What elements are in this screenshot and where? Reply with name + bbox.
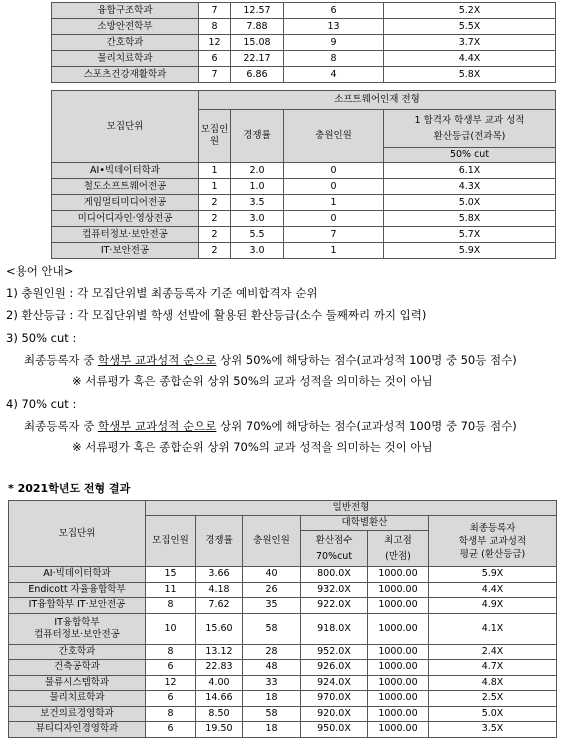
cell-recruit: 8 (199, 19, 231, 35)
cell-grade: 5.9X (429, 567, 557, 583)
cell-max: 1000.00 (368, 644, 429, 660)
cell-score: 920.0X (301, 706, 368, 722)
cell-grade: 5.9X (384, 243, 556, 259)
cell-recruit: 2 (199, 227, 231, 243)
table-row (9, 582, 557, 598)
header-track: 일반전형 (146, 501, 557, 516)
table-software-track (51, 90, 556, 259)
note-3-head: 3) 50% cut : (6, 331, 77, 345)
cell-grade: 4.4X (384, 51, 556, 67)
cell-recruit: 6 (146, 660, 196, 676)
cell-grade: 5.7X (384, 227, 556, 243)
cell-competition: 1.0 (231, 179, 284, 195)
header-recruit: 모집인원 (146, 516, 196, 567)
cell-competition: 7.88 (231, 19, 284, 35)
cell-waitlist: 7 (284, 227, 384, 243)
header-grade-line1: 1 합격자 학생부 교과 성적 (414, 114, 525, 126)
cell-grade: 6.1X (384, 163, 556, 179)
cell-competition: 3.66 (196, 567, 243, 583)
note-1: 1) 충원인원 : 각 모집단위별 최종등록자 기준 예비합격자 순위 (6, 286, 318, 300)
table-row (9, 706, 557, 722)
cell-recruit: 15 (146, 567, 196, 583)
cell-score: 922.0X (301, 598, 368, 614)
cell-competition: 14.66 (196, 691, 243, 707)
cell-score: 800.0X (301, 567, 368, 583)
header-max (368, 531, 429, 567)
note-4-underline: 학생부 교과성적 순으로 (97, 419, 217, 433)
note-4-sub: ※ 서류평가 혹은 종합순위 상위 70%의 교과 성적을 의미하는 것이 아님 (72, 440, 433, 454)
table-row (52, 51, 556, 67)
cell-waitlist: 33 (243, 675, 301, 691)
header-waitlist: 충원인원 (243, 516, 301, 567)
cell-waitlist: 13 (284, 19, 384, 35)
cell-recruit: 6 (146, 691, 196, 707)
cell-grade: 4.8X (429, 675, 557, 691)
note-2: 2) 환산등급 : 각 모집단위별 학생 선발에 활용된 환산등급(소수 둘째짜리 까지 입력) (6, 308, 427, 322)
cell-waitlist: 28 (243, 644, 301, 660)
cell-max: 1000.00 (368, 675, 429, 691)
cell-competition: 2.0 (231, 163, 284, 179)
cell-unit: 물류시스템학과 (9, 675, 146, 691)
cell-unit: 간호학과 (52, 35, 199, 51)
cell-recruit: 2 (199, 243, 231, 259)
header-max-line1: 최고점 (384, 534, 412, 546)
cell-competition: 13.12 (196, 644, 243, 660)
cell-grade: 2.5X (429, 691, 557, 707)
cell-score: 970.0X (301, 691, 368, 707)
cell-unit: 융합구조학과 (52, 3, 199, 19)
cell-score: 952.0X (301, 644, 368, 660)
cell-recruit: 7 (199, 3, 231, 19)
table-row (9, 598, 557, 614)
header-competition: 경쟁률 (196, 516, 243, 567)
cell-recruit: 6 (199, 51, 231, 67)
cell-recruit: 7 (199, 67, 231, 83)
cell-competition: 19.50 (196, 722, 243, 738)
cell-grade: 5.5X (384, 19, 556, 35)
cell-waitlist: 1 (284, 195, 384, 211)
header-final-line2: 학생부 교과성적 (458, 535, 527, 547)
cell-waitlist: 48 (243, 660, 301, 676)
note-4-head: 4) 70% cut : (6, 397, 77, 411)
cell-competition: 5.5 (231, 227, 284, 243)
cell-recruit: 2 (199, 195, 231, 211)
header-unit: 모집단위 (9, 501, 146, 567)
cell-waitlist: 8 (284, 51, 384, 67)
cell-waitlist: 0 (284, 179, 384, 195)
cell-grade: 5.8X (384, 67, 556, 83)
table-row (9, 567, 557, 583)
table-row (9, 613, 557, 644)
cell-unit: 컴퓨터정보·보안전공 (52, 227, 199, 243)
cell-unit: AI•빅데이터학과 (52, 163, 199, 179)
header-unit: 모집단위 (52, 91, 199, 163)
cell-competition: 15.60 (196, 613, 243, 644)
header-recruit: 모집인원 (199, 110, 231, 163)
table-row (52, 195, 556, 211)
cell-waitlist: 1 (284, 243, 384, 259)
cell-competition: 4.18 (196, 582, 243, 598)
cell-unit: 건축공학과 (9, 660, 146, 676)
table-2021-results (8, 500, 557, 738)
table-2022-continued (51, 2, 556, 83)
cell-score: 950.0X (301, 722, 368, 738)
note-3-body: 최종등록자 중 학생부 교과성적 순으로 상위 50%에 해당하는 점수(교과성적 100명 중 50등 점수) (24, 353, 517, 367)
cell-waitlist: 18 (243, 722, 301, 738)
cell-waitlist: 18 (243, 691, 301, 707)
cell-unit: 미디어디자인·영상전공 (52, 211, 199, 227)
header-competition: 경쟁률 (231, 110, 284, 163)
cell-competition: 3.0 (231, 211, 284, 227)
cell-waitlist: 6 (284, 3, 384, 19)
cell-grade: 4.1X (429, 613, 557, 644)
table-row (52, 227, 556, 243)
cell-waitlist: 26 (243, 582, 301, 598)
cell-competition: 4.00 (196, 675, 243, 691)
cell-unit: 간호학과 (9, 644, 146, 660)
cell-unit: 물리치료학과 (52, 51, 199, 67)
cell-max: 1000.00 (368, 567, 429, 583)
cell-max: 1000.00 (368, 598, 429, 614)
cell-waitlist: 4 (284, 67, 384, 83)
header-final-grade (429, 516, 557, 567)
cell-grade: 3.5X (429, 722, 557, 738)
header-score-line2: 70%cut (315, 550, 353, 562)
cell-recruit: 1 (199, 163, 231, 179)
cell-max: 1000.00 (368, 722, 429, 738)
notes-title: <용어 안내> (6, 264, 74, 278)
cell-recruit: 12 (199, 35, 231, 51)
cell-waitlist: 9 (284, 35, 384, 51)
note-3-sub: ※ 서류평가 혹은 종합순위 상위 50%의 교과 성적을 의미하는 것이 아님 (72, 374, 433, 388)
cell-competition: 7.62 (196, 598, 243, 614)
cell-competition: 6.86 (231, 67, 284, 83)
table-row (9, 660, 557, 676)
cell-unit: 소방안전학부 (52, 19, 199, 35)
table-row (52, 35, 556, 51)
header-grade (384, 110, 556, 148)
cell-score: 926.0X (301, 660, 368, 676)
table-row (52, 243, 556, 259)
cell-recruit: 11 (146, 582, 196, 598)
header-max-line2: (만점) (385, 550, 411, 562)
cell-grade: 5.0X (384, 195, 556, 211)
cell-recruit: 8 (146, 598, 196, 614)
cell-grade: 3.7X (384, 35, 556, 51)
cell-unit: IT융합학부 컴퓨터정보·보안전공 (9, 613, 146, 644)
cell-unit: 뷰티디자인경영학과 (9, 722, 146, 738)
cell-competition: 22.83 (196, 660, 243, 676)
cell-grade: 2.4X (429, 644, 557, 660)
cell-recruit: 2 (199, 211, 231, 227)
cell-max: 1000.00 (368, 582, 429, 598)
cell-recruit: 10 (146, 613, 196, 644)
cell-unit: IT융합학부 IT·보안전공 (9, 598, 146, 614)
header-final-line3: 평균 (환산등급) (459, 548, 526, 560)
table-row (52, 19, 556, 35)
cell-competition: 3.0 (231, 243, 284, 259)
cell-waitlist: 35 (243, 598, 301, 614)
header-final-line1: 최종등록자 (469, 522, 516, 534)
cell-waitlist: 40 (243, 567, 301, 583)
header-track: 소프트웨어인재 전형 (199, 91, 556, 110)
cell-score: 932.0X (301, 582, 368, 598)
cell-max: 1000.00 (368, 613, 429, 644)
cell-competition: 12.57 (231, 3, 284, 19)
header-cut: 50% cut (384, 148, 556, 163)
cell-max: 1000.00 (368, 691, 429, 707)
header-univ-conversion: 대학별환산 (301, 516, 429, 531)
cell-unit: 물리치료학과 (9, 691, 146, 707)
table-row (52, 211, 556, 227)
cell-unit: AI·빅데이터학과 (9, 567, 146, 583)
cell-unit: Endicott 자율융합학부 (9, 582, 146, 598)
cell-waitlist: 0 (284, 211, 384, 227)
cell-max: 1000.00 (368, 660, 429, 676)
cell-grade: 5.8X (384, 211, 556, 227)
cell-max: 1000.00 (368, 706, 429, 722)
cell-recruit: 12 (146, 675, 196, 691)
note-4-body: 최종등록자 중 학생부 교과성적 순으로 상위 70%에 해당하는 점수(교과성적 100명 중 70등 점수) (24, 419, 517, 433)
cell-grade: 4.3X (384, 179, 556, 195)
cell-grade: 5.2X (384, 3, 556, 19)
header-score-line1: 환산점수 (315, 534, 353, 546)
cell-grade: 5.0X (429, 706, 557, 722)
cell-unit: IT·보안전공 (52, 243, 199, 259)
cell-competition: 22.17 (231, 51, 284, 67)
table-row (9, 644, 557, 660)
cell-unit: 스포츠건강재활학과 (52, 67, 199, 83)
cell-competition: 8.50 (196, 706, 243, 722)
cell-unit: 보건의료경영학과 (9, 706, 146, 722)
table-row (52, 163, 556, 179)
header-score (301, 531, 368, 567)
cell-grade: 4.9X (429, 598, 557, 614)
cell-recruit: 6 (146, 722, 196, 738)
table-row (52, 67, 556, 83)
cell-unit: 게임멀티미디어전공 (52, 195, 199, 211)
cell-score: 924.0X (301, 675, 368, 691)
cell-recruit: 8 (146, 706, 196, 722)
header-waitlist: 충원인원 (284, 110, 384, 163)
cell-recruit: 1 (199, 179, 231, 195)
cell-competition: 3.5 (231, 195, 284, 211)
cell-score: 918.0X (301, 613, 368, 644)
cell-waitlist: 58 (243, 706, 301, 722)
table-row (9, 691, 557, 707)
note-3-underline: 학생부 교과성적 순으로 (97, 353, 217, 367)
table-row (9, 722, 557, 738)
header-grade-line2: 환산등급(전과목) (433, 130, 506, 142)
cell-grade: 4.7X (429, 660, 557, 676)
cell-waitlist: 0 (284, 163, 384, 179)
cell-waitlist: 58 (243, 613, 301, 644)
table-row (9, 675, 557, 691)
table-row (52, 179, 556, 195)
table-row (52, 3, 556, 19)
cell-unit: 철도소프트웨어전공 (52, 179, 199, 195)
cell-recruit: 8 (146, 644, 196, 660)
section-2021-title: * 2021학년도 전형 결과 (8, 482, 131, 495)
cell-competition: 15.08 (231, 35, 284, 51)
cell-grade: 4.4X (429, 582, 557, 598)
